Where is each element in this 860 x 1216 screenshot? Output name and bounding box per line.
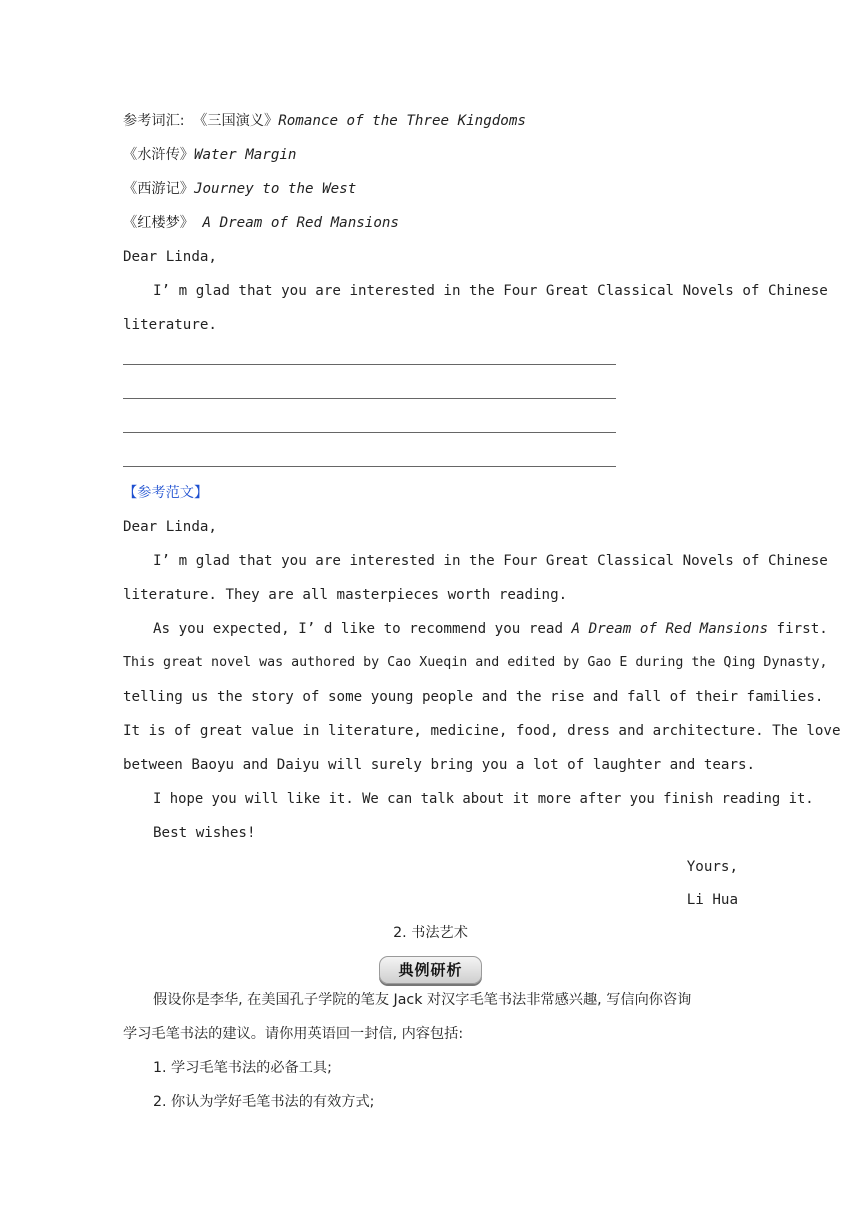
answer-blank-line [123,466,616,467]
vocab-line-1 [123,111,526,131]
sample-p3: I hope you will like it. We can talk about it more after you finish reading it. [153,791,814,807]
vocab-en: Water Margin [193,147,297,163]
prompt-point-2: 2. 你认为学好毛笔书法的有效方式; [153,1094,375,1110]
task-salutation: Dear Linda, [123,249,217,265]
answer-blank-line [123,432,616,433]
sample-p2-text: As you expected, I’ d like to recommend you read [153,621,572,637]
vocab-cn: 《水浒传》 [123,147,194,163]
task-opening-line-2: literature. [123,317,217,333]
answer-blank-line [123,398,616,399]
sample-p1-line-1: I’ m glad that you are interested in the Four Great Classical Novels of Chinese [153,553,828,569]
prompt-point-1: 1. 学习毛笔书法的必备工具; [153,1060,332,1076]
vocab-en: Journey to the West [193,181,357,197]
sample-closing: Best wishes! [153,825,256,841]
sample-essay-label: 【参考范文】 [123,485,209,501]
vocab-en: Romance of the Three Kingdoms [278,113,526,129]
answer-blank-line [123,364,616,365]
example-analysis-badge: 典例研析 [379,956,481,984]
sample-p1-line-2: literature. They are all masterpieces worth reading. [123,587,568,603]
prompt-line-2: 学习毛笔书法的建议。请你用英语回一封信, 内容包括: [123,1026,464,1042]
sample-sign-name: Li Hua [686,892,738,908]
sample-p2-line-4: It is of great value in literature, medicine, food, dress and architecture. The love [123,723,841,739]
sample-p2-line-1 [153,619,828,639]
sample-p2-line-5: between Baoyu and Daiyu will surely bring you a lot of laughter and tears. [123,757,756,773]
prompt-line-1: 假设你是李华, 在美国孔子学院的笔友 Jack 对汉字毛笔书法非常感兴趣, 写信向你咨询 [153,992,692,1008]
section-heading: 2. 书法艺术 [393,925,468,941]
sample-salutation: Dear Linda, [123,519,217,535]
vocab-label: 参考词汇: [123,113,185,129]
vocab-cn: 《西游记》 [123,181,194,197]
sample-p2-line-2: This great novel was authored by Cao Xueqin and edited by Gao E during the Qing Dynasty, [123,655,828,670]
vocab-cn: 《红楼梦》 [123,215,194,231]
sample-p2-text: first. [768,621,828,637]
sample-p2-line-3: telling us the story of some young people and the rise and fall of their families. [123,689,824,705]
sample-sign-yours: Yours, [686,859,738,875]
task-opening-line-1: I’ m glad that you are interested in the Four Great Classical Novels of Chinese [153,283,828,299]
vocab-line-4 [123,213,399,233]
vocab-cn: 《三国演义》 [193,113,279,129]
vocab-en: A Dream of Red Mansions [193,215,399,231]
example-badge-wrap [123,956,738,984]
vocab-line-2 [123,145,296,165]
book-title: A Dream of Red Mansions [571,621,769,637]
vocab-line-3 [123,179,356,199]
